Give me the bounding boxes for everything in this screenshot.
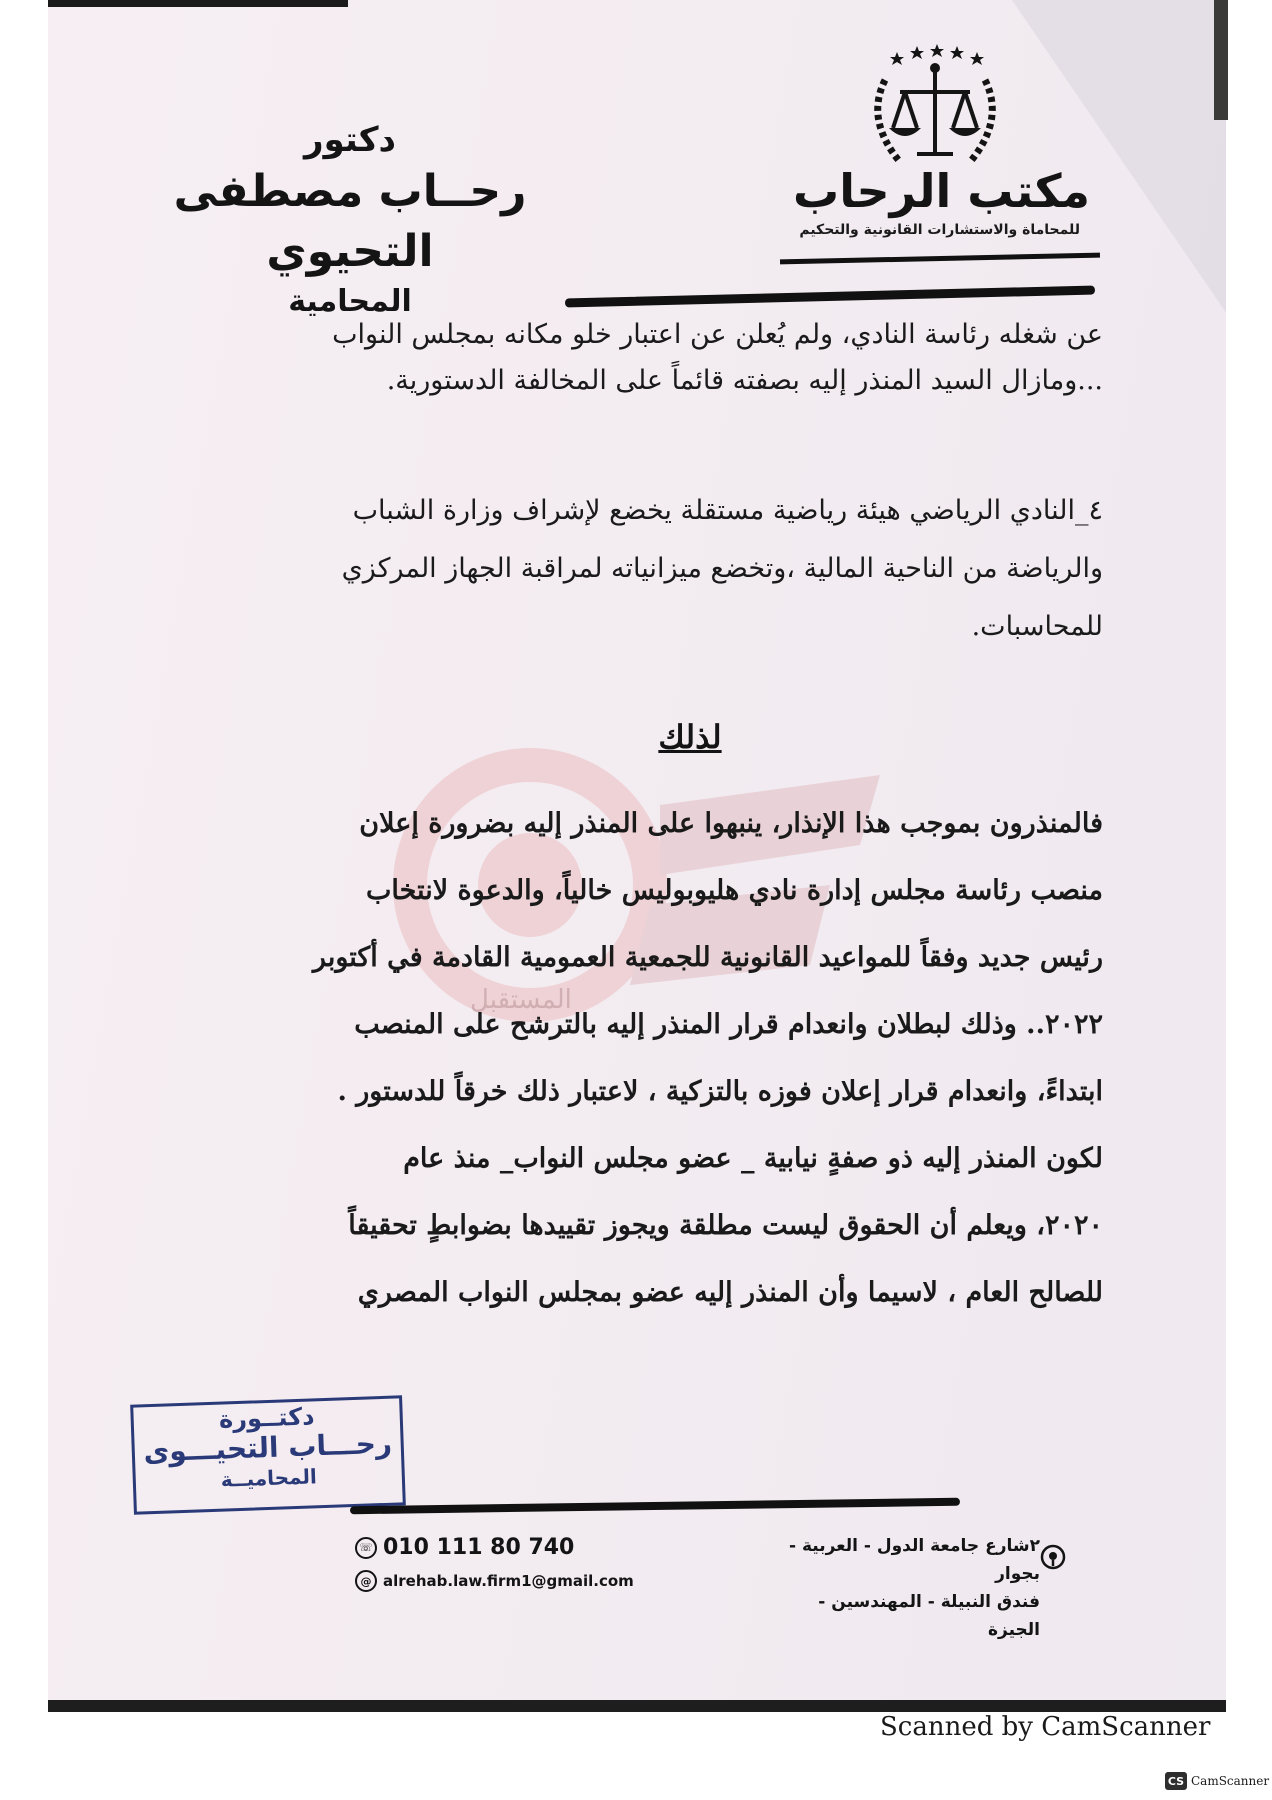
paragraph-2 xyxy=(268,482,1103,656)
watermark-subtitle: المستقبل xyxy=(470,985,572,1015)
address-line: ٢شارع جامعة الدول - العربية - بجوار xyxy=(788,1536,1040,1584)
scales-of-justice-logo-icon xyxy=(845,40,1025,180)
paragraph-line: لكون المنذر إليه ذو صفةٍ نيابية _ عضو مجلس النواب_ منذ عام xyxy=(403,1143,1103,1174)
stamp-title: دكتــورة xyxy=(218,1402,315,1434)
camscanner-badge-text: CamScanner xyxy=(1191,1774,1270,1788)
contact-info xyxy=(355,1535,634,1592)
paragraph-line: ابتداءً، وانعدام قرار إعلان فوزه بالتزكية ، لاعتبار ذلك خرقاً للدستور . xyxy=(337,1076,1103,1107)
stamp-name: رحـــاب التحيـــوى xyxy=(142,1426,393,1469)
email-icon: @ xyxy=(355,1570,377,1592)
scan-edge-bottom xyxy=(48,1700,1226,1712)
section-heading: لذلك xyxy=(658,718,722,756)
office-name: مكتب الرحاب xyxy=(792,164,1090,218)
address-line: فندق النبيلة - المهندسين - الجيزة xyxy=(818,1592,1040,1640)
lawyer-name: رحــاب مصطفى التحيوي xyxy=(173,166,527,277)
lawyer-letterhead xyxy=(150,118,550,322)
scan-edge-top xyxy=(48,0,348,7)
phone-number: 010 111 80 740 xyxy=(383,1535,575,1560)
office-address xyxy=(770,1532,1040,1644)
paragraph-line: والرياضة من الناحية المالية ،وتخضع ميزانياته لمراقبة الجهاز المركزي xyxy=(341,553,1103,584)
email-address: alrehab.law.firm1@gmail.com xyxy=(383,1572,634,1590)
paragraph-line: رئيس جديد وفقاً للمواعيد القانونية للجمعية العمومية القادمة في أكتوبر xyxy=(312,942,1103,973)
lawyer-stamp xyxy=(130,1395,406,1514)
paragraph-line: ...ومازال السيد المنذر إليه بصفته قائماً على المخالفة الدستورية. xyxy=(386,365,1103,396)
paragraph-line: ٤_النادي الرياضي هيئة رياضية مستقلة يخضع لإشراف وزارة الشباب xyxy=(352,495,1103,526)
paragraph-3 xyxy=(268,790,1103,1326)
paragraph-line: ٢٠٢٢.. وذلك لبطلان وانعدام قرار المنذر إليه بالترشح على المنصب xyxy=(354,1009,1103,1040)
paragraph-line: عن شغله رئاسة النادي، ولم يُعلن عن اعتبار خلو مكانه بمجلس النواب xyxy=(332,319,1103,350)
camscanner-badge xyxy=(1165,1772,1269,1790)
paragraph-line: ٢٠٢٠، ويعلم أن الحقوق ليست مطلقة ويجوز تقييدها بضوابطٍ تحقيقاً xyxy=(348,1210,1103,1241)
lawyer-profession: المحامية xyxy=(288,284,412,319)
scan-margin-right xyxy=(1226,0,1272,1712)
location-pin-icon xyxy=(1040,1544,1066,1574)
paragraph-line: فالمنذرون بموجب هذا الإنذار، ينبهوا على المنذر إليه بضرورة إعلان xyxy=(359,808,1103,839)
scanner-label: Scanned by CamScanner xyxy=(880,1712,1211,1742)
stamp-profession: المحاميــة xyxy=(220,1464,318,1492)
lawyer-title: دكتور xyxy=(304,120,396,160)
paragraph-line: منصب رئاسة مجلس إدارة نادي هليوبوليس خالياً، والدعوة لانتخاب xyxy=(365,875,1103,906)
phone-icon: ☏ xyxy=(355,1537,377,1559)
office-subtitle: للمحاماة والاستشارات القانونية والتحكيم xyxy=(799,222,1080,238)
paragraph-line: للمحاسبات. xyxy=(971,611,1103,642)
camscanner-logo-icon: CS xyxy=(1165,1772,1187,1790)
paragraph-line: للصالح العام ، لاسيما وأن المنذر إليه عضو بمجلس النواب المصري xyxy=(357,1277,1103,1308)
scan-edge-strip xyxy=(1214,0,1228,120)
paragraph-1 xyxy=(268,312,1103,404)
